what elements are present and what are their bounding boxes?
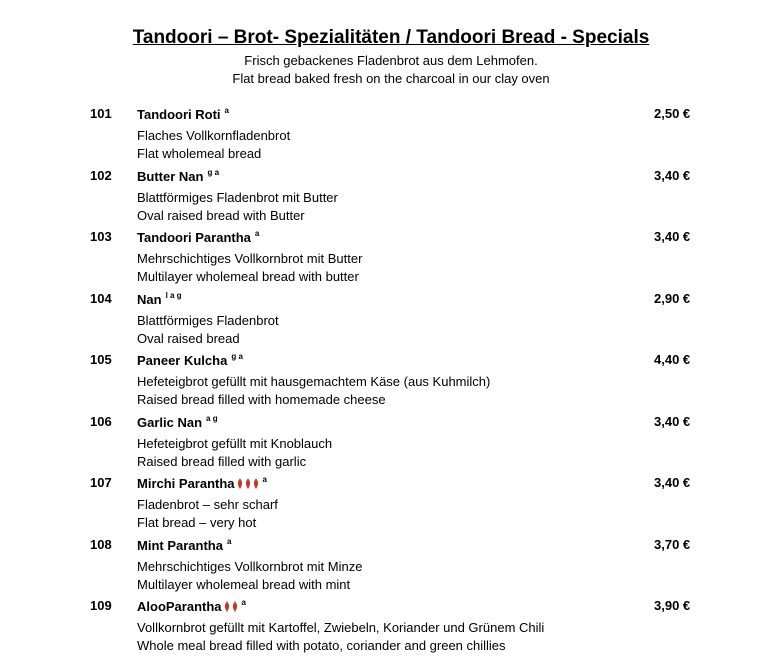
- item-description-english: Flat wholemeal bread: [137, 146, 262, 161]
- allergen-codes: g a: [207, 168, 220, 177]
- item-description-english: Multilayer wholemeal bread with butter: [137, 269, 359, 284]
- allergen-codes: l a g: [165, 291, 182, 300]
- item-name: AlooParantha: [137, 599, 222, 614]
- item-name: Mirchi Parantha: [137, 476, 235, 491]
- item-description-english: Flat bread – very hot: [137, 515, 257, 530]
- item-name-line: [137, 291, 182, 307]
- item-description-german: Vollkornbrot gefüllt mit Kartoffel, Zwiebeln, Koriander und Grünem Chili: [137, 620, 545, 635]
- menu-item: [0, 229, 782, 289]
- menu-item: [0, 291, 782, 351]
- item-name: Tandoori Roti: [137, 107, 221, 122]
- item-description-english: Whole meal bread filled with potato, coriander and green chillies: [137, 638, 506, 653]
- allergen-codes: a: [226, 537, 232, 546]
- menu-item: [0, 598, 782, 658]
- item-description-german: Mehrschichtiges Vollkornbrot mit Minze: [137, 559, 363, 574]
- item-name: Paneer Kulcha: [137, 353, 228, 368]
- subtitle-english: Flat bread baked fresh on the charcoal in our clay oven: [232, 71, 550, 86]
- menu-item: [0, 537, 782, 597]
- subtitle-german: Frisch gebackenes Fladenbrot aus dem Lehmofen.: [244, 53, 538, 68]
- chili-icon: [237, 478, 243, 489]
- item-number: 106: [90, 414, 112, 429]
- item-name: Mint Parantha: [137, 538, 223, 553]
- item-price: 3,70 €: [654, 537, 691, 552]
- item-description-english: Raised bread filled with garlic: [137, 454, 307, 469]
- item-description-german: Hefeteigbrot gefüllt mit hausgemachtem Käse (aus Kuhmilch): [137, 374, 491, 389]
- item-description-german: Blattförmiges Fladenbrot: [137, 313, 279, 328]
- menu-item: [0, 352, 782, 412]
- item-description-english: Multilayer wholemeal bread with mint: [137, 577, 351, 592]
- allergen-codes: a: [262, 475, 267, 484]
- item-name-line: [137, 106, 229, 122]
- item-description-english: Raised bread filled with homemade cheese: [137, 392, 386, 407]
- item-number: 102: [90, 168, 112, 183]
- item-number: 104: [90, 291, 112, 306]
- item-description-german: Hefeteigbrot gefüllt mit Knoblauch: [137, 436, 333, 451]
- item-price: 2,90 €: [654, 291, 691, 306]
- allergen-codes: a g: [206, 414, 218, 423]
- item-number: 108: [90, 537, 112, 552]
- menu-item: [0, 168, 782, 228]
- item-description-english: Oval raised bread: [137, 331, 240, 346]
- item-price: 2,50 €: [654, 106, 691, 121]
- item-number: 101: [90, 106, 112, 121]
- item-price: 3,40 €: [654, 475, 691, 490]
- item-name-line: [137, 537, 231, 553]
- item-number: 107: [90, 475, 112, 490]
- item-description-german: Fladenbrot – sehr scharf: [137, 497, 278, 512]
- item-name: Butter Nan: [137, 169, 204, 184]
- item-price: 3,90 €: [654, 598, 691, 613]
- item-number: 105: [90, 352, 112, 367]
- item-price: 3,40 €: [654, 229, 691, 244]
- item-name: Nan: [137, 292, 162, 307]
- item-description-english: Oval raised bread with Butter: [137, 208, 305, 223]
- item-name-line: [137, 414, 218, 430]
- item-price: 3,40 €: [654, 168, 691, 183]
- menu-item: [0, 475, 782, 535]
- chili-icon: [245, 478, 251, 489]
- item-name-line: [137, 229, 259, 245]
- item-price: 3,40 €: [654, 414, 691, 429]
- chili-icon: [232, 601, 238, 612]
- item-price: 4,40 €: [654, 352, 691, 367]
- item-description-german: Flaches Vollkornfladenbrot: [137, 128, 291, 143]
- allergen-codes: a: [241, 598, 246, 607]
- item-name-line: [137, 168, 219, 184]
- menu-item: [0, 414, 782, 474]
- item-name-line: [137, 352, 243, 368]
- item-number: 109: [90, 598, 112, 613]
- allergen-codes: a: [254, 229, 260, 238]
- allergen-codes: g a: [231, 352, 243, 361]
- item-name: Garlic Nan: [137, 415, 203, 430]
- item-name: Tandoori Parantha: [137, 230, 251, 245]
- item-name-line: [137, 475, 267, 491]
- item-description-german: Mehrschichtiges Vollkornbrot mit Butter: [137, 251, 363, 266]
- chili-icon: [224, 601, 230, 612]
- page-title: Tandoori – Brot- Spezialitäten / Tandoori Bread - Specials: [132, 27, 650, 48]
- allergen-codes: a: [224, 106, 229, 115]
- item-description-german: Blattförmiges Fladenbrot mit Butter: [137, 190, 338, 205]
- chili-icon: [253, 478, 259, 489]
- item-number: 103: [90, 229, 112, 244]
- menu-item: [0, 106, 782, 166]
- item-name-line: [137, 598, 246, 614]
